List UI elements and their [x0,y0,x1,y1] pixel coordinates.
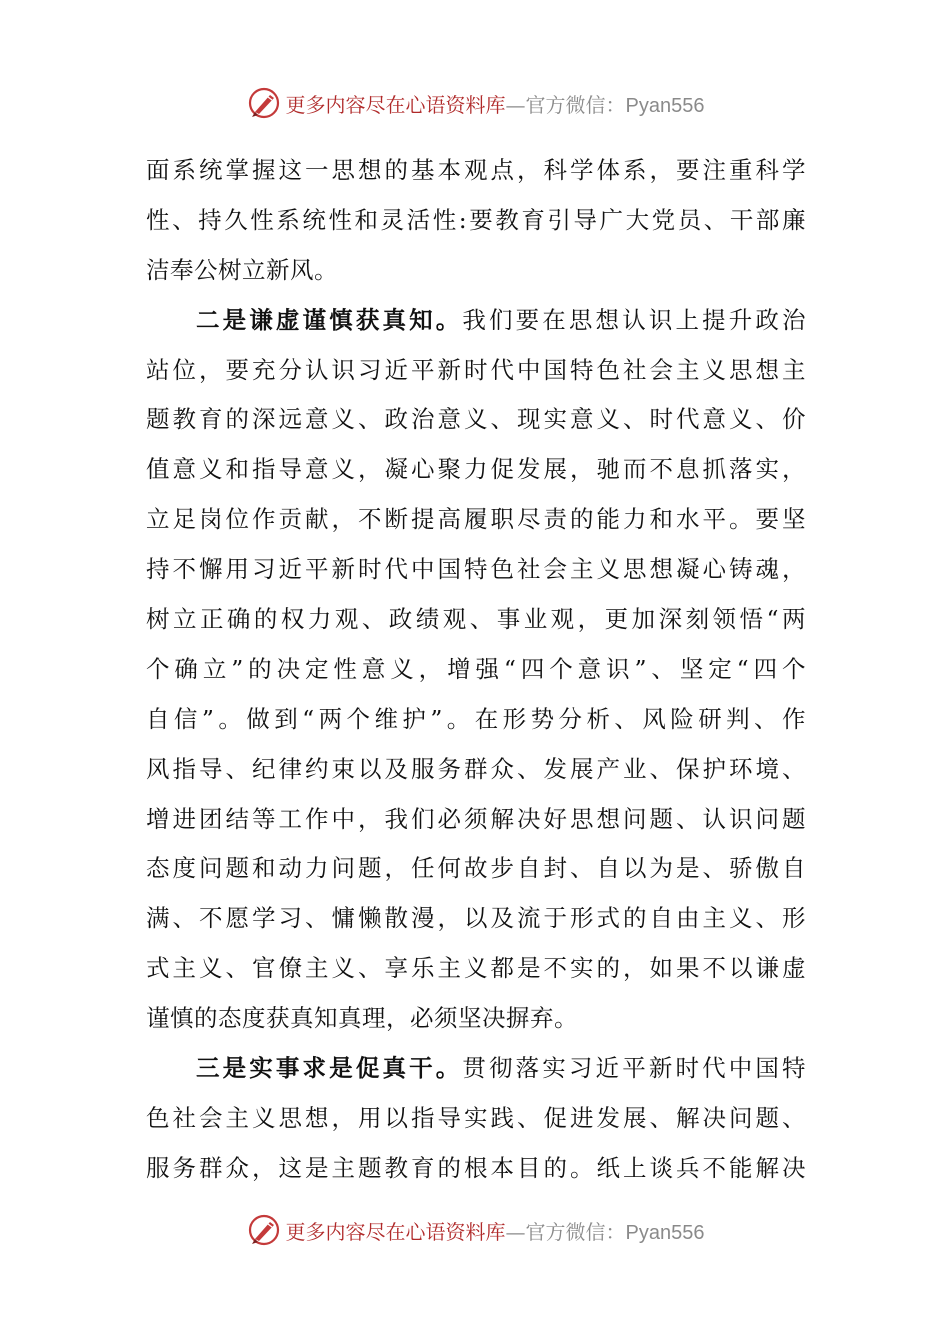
header-watermark-banner [0,83,950,123]
banner-dash: — [505,92,526,117]
body-line: 态度问题和动力问题，任何故步自封、自以为是、骄傲自 [146,854,806,883]
body-line: 增进团结等工作中，我们必须解决好思想问题、认识问题 [146,804,806,833]
body-line: 式主义、官僚主义、享乐主义都是不实的，如果不以谦虚 [146,954,806,983]
banner-main-text: 更多内容尽在心语资料库 [285,1219,506,1244]
section-heading: 三是实事求是促真干。 [196,1054,463,1083]
banner-wechat-id: Pyan556 [625,94,705,117]
banner-wechat-label: 官方微信： [525,92,626,117]
pen-logo-icon [246,85,282,121]
body-line: 面系统掌握这一思想的基本观点，科学体系，要注重科学 [146,156,806,184]
section-heading: 二是谦虚谨慎获真知。 [196,305,463,334]
body-text: 贯彻落实习近平新时代中国特 [462,1054,807,1083]
banner-wechat-id: Pyan556 [625,1221,705,1244]
body-line: 色社会主义思想，用以指导实践、促进发展、解决问题、 [146,1103,806,1132]
body-line: 站位，要充分认识习近平新时代中国特色社会主义思想主 [146,355,806,384]
body-line: 题教育的深远意义、政治意义、现实意义、时代意义、价 [146,405,806,434]
body-line: 洁奉公树立新风。 [146,255,338,284]
pen-logo-icon [246,1212,282,1248]
body-line: 自信”。做到“两个维护”。在形势分析、风险研判、作 [146,704,806,733]
body-line: 谨慎的态度获真知真理，必须坚决摒弃。 [146,1004,578,1033]
body-line: 值意义和指导意义，凝心聚力促发展，驰而不息抓落实， [146,455,806,484]
body-line: 持不懈用习近平新时代中国特色社会主义思想凝心铸魂， [146,555,806,584]
body-line: 性、持久性系统性和灵活性:要教育引导广大党员、干部廉 [146,205,806,234]
body-line: 个确立”的决定性意义，增强“四个意识”、坚定“四个 [146,654,806,683]
body-line: 立足岗位作贡献，不断提高履职尽责的能力和水平。要坚 [146,505,806,534]
footer-watermark-banner [0,1210,950,1250]
banner-wechat-label: 官方微信： [525,1219,626,1244]
document-body [146,146,806,1194]
paragraph-first-line [146,296,806,346]
body-line: 风指导、纪律约束以及服务群众、发展产业、保护环境、 [146,754,806,783]
banner-dash: — [505,1219,526,1244]
body-text: 我们要在思想认识上提升政治 [462,305,807,334]
body-line: 满、不愿学习、慵懒散漫，以及流于形式的自由主义、形 [146,904,806,933]
body-line: 服务群众，这是主题教育的根本目的。纸上谈兵不能解决 [146,1153,806,1182]
body-line: 树立正确的权力观、政绩观、事业观，更加深刻领悟“两 [146,605,806,634]
banner-main-text: 更多内容尽在心语资料库 [285,92,506,117]
paragraph-first-line [146,1044,806,1094]
